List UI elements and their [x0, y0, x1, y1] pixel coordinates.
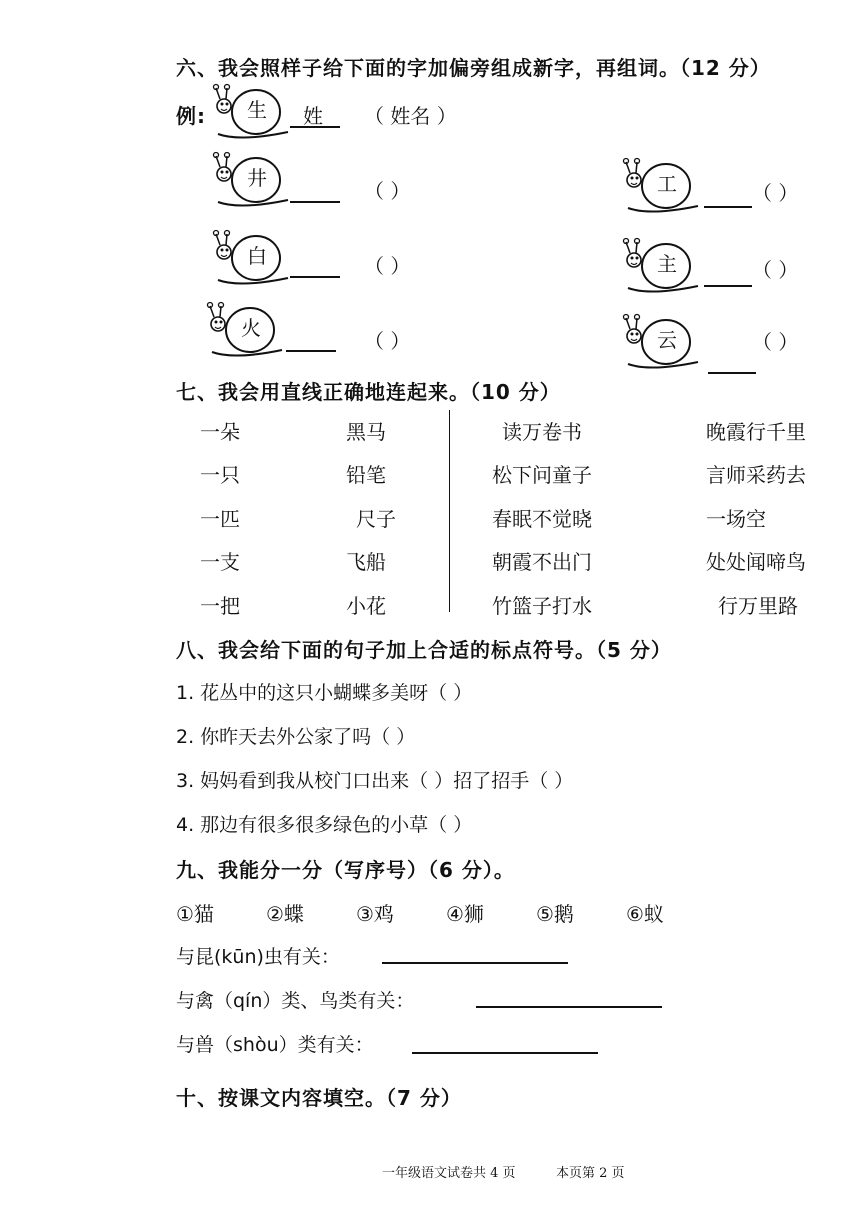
answer-blank[interactable]	[704, 285, 752, 287]
footer-page-number: 本页第 2 页	[556, 1166, 625, 1181]
word-paren[interactable]: （ ）	[752, 181, 799, 205]
section-10-title: 十、按课文内容填空。（7 分）	[176, 1086, 462, 1110]
snail-right-3	[620, 312, 712, 382]
snail-right-1	[620, 156, 712, 226]
word-paren[interactable]: （ ）	[364, 254, 411, 278]
phrase-second-half: 处处闻啼鸟	[706, 550, 806, 574]
category-birds-label: 与禽（qín）类、鸟类有关：	[176, 990, 415, 1012]
snail-char: 生	[247, 98, 267, 122]
phrase-first-half: 竹篮子打水	[492, 594, 592, 618]
phrase-second-half: 晚霞行千里	[706, 420, 806, 444]
measure-word: 一只	[200, 463, 240, 487]
category-insects-blank[interactable]	[382, 962, 568, 964]
animal-option: ④狮	[446, 902, 484, 926]
footer-total-pages: 一年级语文试卷共 4 页	[382, 1166, 516, 1181]
punctuation-item[interactable]: 1. 花丛中的这只小蝴蝶多美呀（ ）	[176, 682, 473, 704]
word-paren[interactable]: （ ）	[364, 329, 411, 353]
phrase-second-half: 行万里路	[718, 594, 798, 618]
section-6-title: 六、我会照样子给下面的字加偏旁组成新字，再组词。（12 分）	[176, 56, 771, 80]
phrase-first-half: 松下问童子	[492, 463, 592, 487]
answer-blank[interactable]	[286, 350, 336, 352]
phrase-first-half: 读万卷书	[502, 420, 582, 444]
noun-word: 飞船	[346, 550, 386, 574]
snail-char: 主	[657, 252, 677, 276]
measure-word: 一匹	[200, 507, 240, 531]
section-7-title: 七、我会用直线正确地连起来。（10 分）	[176, 380, 561, 404]
snail-left-2	[210, 228, 302, 298]
snail-char: 云	[657, 328, 677, 352]
noun-word: 铅笔	[346, 463, 386, 487]
phrase-first-half: 春眠不觉晓	[492, 507, 592, 531]
phrase-first-half: 朝霞不出门	[492, 550, 592, 574]
category-birds-blank[interactable]	[476, 1006, 662, 1008]
snail-char: 火	[241, 316, 261, 340]
noun-word: 黑马	[346, 420, 386, 444]
snail-char: 白	[247, 244, 267, 268]
column-divider	[449, 410, 450, 612]
animal-option: ①猫	[176, 902, 214, 926]
punctuation-item[interactable]: 4. 那边有很多很多绿色的小草（ ）	[176, 814, 473, 836]
answer-blank[interactable]	[290, 201, 340, 203]
snail-left-3	[204, 300, 296, 370]
word-paren[interactable]: （ ）	[364, 179, 411, 203]
snail-right-2	[620, 236, 712, 306]
phrase-second-half: 一场空	[706, 507, 766, 531]
word-paren[interactable]: （ ）	[752, 330, 799, 354]
noun-word: 尺子	[356, 507, 396, 531]
category-insects-label: 与昆(kūn)虫有关：	[176, 946, 340, 968]
category-beasts-label: 与兽（shòu）类有关：	[176, 1034, 374, 1056]
measure-word: 一支	[200, 550, 240, 574]
section-8-title: 八、我会给下面的句子加上合适的标点符号。（5 分）	[176, 638, 672, 662]
animal-option: ⑥蚁	[626, 902, 664, 926]
category-beasts-blank[interactable]	[412, 1052, 598, 1054]
measure-word: 一把	[200, 594, 240, 618]
answer-blank[interactable]	[708, 372, 756, 374]
snail-char: 工	[657, 172, 677, 196]
animal-option: ②蝶	[266, 902, 304, 926]
animal-option: ⑤鹅	[536, 902, 574, 926]
snail-example	[210, 82, 302, 152]
example-label: 例:	[176, 104, 206, 128]
punctuation-item[interactable]: 3. 妈妈看到我从校门口出来（ ）招了招手（ ）	[176, 770, 574, 792]
section-9-title: 九、我能分一分（写序号）（6 分）。	[176, 858, 515, 882]
answer-blank[interactable]	[290, 276, 340, 278]
answer-blank[interactable]	[704, 206, 752, 208]
snail-left-1	[210, 150, 302, 220]
phrase-second-half: 言师采药去	[706, 463, 806, 487]
noun-word: 小花	[346, 594, 386, 618]
snail-char: 井	[247, 166, 267, 190]
animal-option: ③鸡	[356, 902, 394, 926]
punctuation-item[interactable]: 2. 你昨天去外公家了吗（ ）	[176, 726, 416, 748]
example-underline	[290, 126, 340, 128]
example-answer: 姓	[303, 104, 323, 128]
word-paren[interactable]: （ ）	[752, 258, 799, 282]
measure-word: 一朵	[200, 420, 240, 444]
example-word: （ 姓名 ）	[364, 104, 457, 128]
